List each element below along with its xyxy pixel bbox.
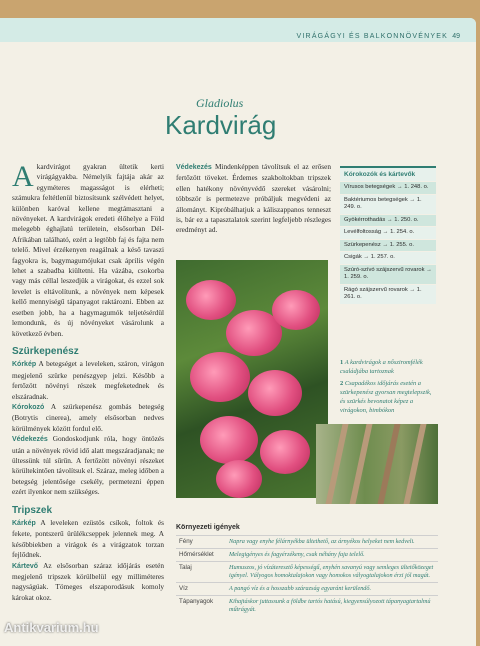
- paragraph: A szürkepenész gombás betegség (Botrytis cinerea), amely elsősorban nedves körülmények között fordul elő.: [12, 401, 165, 433]
- text-column-2: [176, 162, 331, 236]
- sidebox-title: Kórokozók és kártevők: [344, 171, 416, 178]
- table-key: Fény: [176, 536, 226, 549]
- intro-paragraph: kardvirágot gyakran ültetik kerti virágágyakba. Némelyik fajtája akár az egyméteres magasságot is elérheti; számukra feltétlenül biztosítsunk szélvédett helyet, különben karóval kellene megtámasztani a növényeket. A kardvirágok eredeti élőhelye a Föld melegebb éghajlatú területein, elsősorban Dél-Afrikában található, ezért a legtöbb faj és fajta nem telelő. Mivel érzékenyen reagálnak a késő tavaszi fagyokra is, bagymagumójukat csak április végén lehet a szabadba kiültetni. Ha vázába, csokorba vagy más céllal leszedjük a virágokat, és ezzel sok levelet is eltávolítunk, a növények nem képesek kellő mennyiségű tápanyagot raktározni. Ebben az esetben jobb, ha a hagymagumók teljetésérdül lemondunk, és új növényeket vásárolunk a következő évben.: [12, 162, 164, 338]
- label-vedekezes-2: Védekezés: [176, 164, 212, 171]
- sidebox-item: Levélfoltosság → 1. 254. o.: [340, 226, 436, 239]
- sidebox-item: Szúró-szívó szájszervű rovarok → 1. 259. o.: [340, 264, 436, 284]
- sidebox-item: Gyökérrothadás → 1. 250. o.: [340, 214, 436, 227]
- sidebox-item: Vírusos betegségek → 1. 248. o.: [340, 181, 436, 194]
- header-text: VIRÁGÁGYI ÉS BALKONNÖVÉNYEK: [296, 33, 448, 40]
- table-value: Melegigényes és fagyérzékeny, csak néhány faja telelő.: [226, 549, 438, 562]
- sidebox-item: Baktériumos betegségek → 1. 249. o.: [340, 194, 436, 214]
- page-title: Kardvirág: [165, 110, 277, 140]
- paragraph: Mindenképpen távolítsuk el az erősen fertőzött töveket. Érdemes szakboltokban tripszek ellen hatékony növényvédő szereket vásárolni; többször is permetezve próbáljuk megvédeni az állományt. Kipróbálhatjuk a káliszappanos tenneszt is, bár ez a tapasztalatok szerint legfeljebb részleges eredményt ad.: [176, 162, 331, 235]
- gladiolus-photo: [176, 260, 328, 498]
- table-key: Víz: [176, 583, 226, 596]
- section-heading-szurkepenesz: Szürkepenész: [12, 345, 79, 357]
- table-value: Kihajtáskor juttassunk a földbe tartós hatású, kiegyensúlyozott tápanyagtartalmú műtrágyát.: [226, 596, 438, 617]
- table-row: [176, 562, 438, 583]
- label-karkep: Kárkép: [12, 520, 36, 527]
- text-column-1: [12, 162, 164, 603]
- caption-number: 2: [340, 380, 344, 387]
- table-value: Napra vagy enyhe félárnyékba ültethető, az árnyékos helyeket nem kedveli.: [226, 536, 438, 549]
- table-key: Hőmérséklet: [176, 549, 226, 562]
- label-kartevo: Kártevő: [12, 562, 39, 570]
- pests-sidebox: [340, 166, 436, 304]
- table-key: Tápanyagok: [176, 596, 226, 617]
- photo-captions: [340, 358, 438, 415]
- environment-table: [176, 535, 438, 616]
- page-number: 49: [452, 33, 460, 40]
- paragraph: A leveleken ezüstös csíkok, foltok és fekete, pontszerű ürülékcseppek jelennek meg. A későbbiekben a virágok és a virágzatok torzan fejlődnek.: [12, 518, 164, 560]
- section-heading-tripszek: Tripszek: [12, 504, 53, 516]
- paragraph: Gondoskodjunk róla, hogy öntözés után a növények rövid idő alatt megszáradjanak; ne ültessünk túl sűrűn. A fertőzött növényi részeket körültekintően távolítsuk el. Száraz, meleg időben a betegség jelentősége csekély, permetezni éppen ezért ilyenkor nem szükséges.: [12, 434, 164, 497]
- paragraph: Az elsősorban száraz időjárás esetén megjelenő tripszek körülbelül egy milliméteres nagyságúak. Tömeges elszaporodásuk komoly károkat okoz.: [12, 560, 164, 602]
- caption-text: Csapadékos időjárás esetén a szürkepenész gyorsan megtelepszik, és szürkés bevonatot képez a virágokon, bimbókon: [340, 380, 432, 414]
- latin-name: Gladiolus: [196, 96, 244, 110]
- book-page: [0, 18, 476, 646]
- env-heading: Környezeti igények: [176, 524, 240, 531]
- sidebox-item: Rágó szájszervű rovarok → 1. 261. o.: [340, 284, 436, 304]
- table-row: [176, 596, 438, 617]
- label-korkep: Kórkép: [12, 361, 37, 369]
- label-vedekezes: Védekezés: [12, 436, 48, 444]
- sidebox-item: Csigák → 1. 257. o.: [340, 251, 436, 264]
- page-header: [0, 18, 476, 42]
- watermark: Antikvarium.hu: [4, 620, 99, 635]
- table-row: [176, 549, 438, 562]
- sidebox-item: Szürkepenész → 1. 255. o.: [340, 239, 436, 252]
- table-value: Humuszos, jó vízáteresztő képességű, enyhén savanyú vagy semleges ültetőközeget igényel. Vályogos homoktalajokon vagy homokos vályogtalajokon érzi jól magát.: [226, 562, 438, 583]
- table-row: [176, 536, 438, 549]
- table-value: A pangó víz és a hosszabb szárazság egyaránt kerülendő.: [226, 583, 438, 596]
- leaf-disease-photo: [316, 424, 438, 504]
- label-korokozo: Kórokozó: [12, 403, 45, 411]
- dropcap: A: [12, 160, 34, 193]
- paragraph: A betegséget a leveleken, száron, virágon megjelenő szürke penészgyep jelzi. Később a fertőzött növényi részek megfeketednek és elszáradnak.: [12, 359, 164, 401]
- table-key: Talaj: [176, 562, 226, 583]
- caption-text: A kardvirágok a nősziromfélék családjába tartoznak: [340, 359, 423, 375]
- table-row: [176, 583, 438, 596]
- caption-number: 1: [340, 359, 344, 366]
